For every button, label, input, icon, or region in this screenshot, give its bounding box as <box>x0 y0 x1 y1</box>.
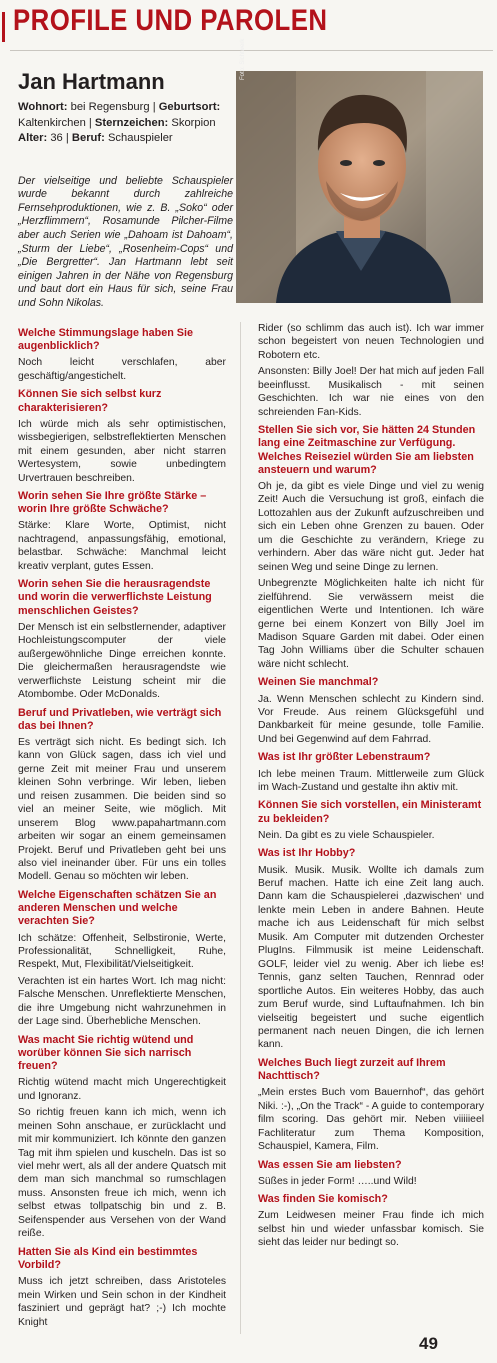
interview-column-left <box>18 322 226 1332</box>
portrait-photo <box>236 71 483 303</box>
interview-question: Was ist Ihr größter Lebenstraum? <box>258 751 431 764</box>
interview-answer: Süßes in jeder Form! …..und Wild! <box>258 1175 417 1187</box>
interview-answer: Ja. Wenn Menschen schlecht zu Kindern sind. Vor Freude. Aus reinem Glücksgefühl und Dankbarkeit für meine gesunde, tolle Familie. Und bei Gegenwind auf dem Fahrrad. <box>258 693 484 745</box>
interview-question: Können Sie sich vorstellen, ein Ministeramt zu bekleiden? <box>258 799 482 825</box>
interview-question: Welches Buch liegt zurzeit auf Ihrem Nachttisch? <box>258 1056 446 1083</box>
interview-answer: Verachten ist ein hartes Wort. Ich mag nicht: Falsche Menschen. Unreflektierte Menschen, die ihre Umgebung nicht wahrzunehmen in der Lage sind. Überhebliche Menschen. <box>18 975 226 1028</box>
interview-question: Hatten Sie als Kind ein bestimmtes Vorbild? <box>18 1245 198 1271</box>
intro-text: Der vielseitige und beliebte Schauspieler wurde bekannt durch zahlreiche Fernsehproduktionen, wie z. B. „Soko“ oder „Herzflimmern“, Rosamunde Pilcher-Filme aber auch Serien wie „Dahoam ist Dahoam“, „Sturm der Liebe“, „Rosenheim-Cops“ und „Die Bergretter“. Jan Hartmann lebt seit einigen Jahren in der Nähe von Regensburg und baut dort ein Haus für sich, seine Frau und Sohn Nikolas. <box>18 174 233 309</box>
interview-answer: Oh je, da gibt es viele Dinge und viel zu wenig Zeit! Auch die Versuchung ist groß, einfach die Lottozahlen aus der Zukunft aufzuschreiben und sich ein Leben ohne Grenzen zu bauen. Oder um die Geschichte zu verändern, Kriege zu verhindern. Aber das wäre nicht gut. Jeder hat seinen Weg und seine Dinge zu lernen. <box>258 480 484 573</box>
interview-question: Was ist Ihr Hobby? <box>258 847 356 860</box>
page-number: 49 <box>419 1334 438 1353</box>
column-divider <box>240 322 241 1334</box>
beruf-label: Beruf: <box>71 132 105 144</box>
interview-question: Weinen Sie manchmal? <box>258 676 379 689</box>
interview-answer: Zum Leidwesen meiner Frau finde ich mich selbst hin und wieder unfassbar komisch. Sie sieht das leider nur bedingt so. <box>258 1210 484 1249</box>
interview-column-right <box>258 322 484 1253</box>
page-title: PROFILE UND PAROLEN <box>13 4 328 37</box>
interview-question: Worin sehen Sie die herausragendste und worin die verwerflichste Leistung menschlichen Geistes? <box>18 578 212 617</box>
header-divider <box>10 50 493 51</box>
interview-answer: Muss ich jetzt schreiben, dass Aristoteles mein Wirken und Sein schon in der Kindheit fasziniert und geprägt hat? ;-) Ich mochte Knight <box>18 1276 226 1328</box>
interview-question: Worin sehen Sie Ihre größte Stärke – worin Ihre größte Schwäche? <box>18 489 207 516</box>
geburtsort-value: Kaltenkirchen <box>18 116 86 129</box>
interview-answer: Nein. Da gibt es zu viele Schauspieler. <box>258 829 435 841</box>
interview-answer: Es verträgt sich nicht. Es bedingt sich. Ich kann von Glück sagen, dass ich viel und gerne Zeit mit meiner Frau und unserem kleinen Sohn verbringe. Wir leben, lieben und reisen zusammen. Die beiden sind so viel an meiner Seite, wie möglich. Mit unserem Blog www.papahartmann.com arbeiten wir sogar an einem gemeinsamen Projekt. Beruf und Privatleben geht bei uns also viel ineinander über. Für uns ein tolles Modell. Genau so möchten wir leben. <box>18 736 226 883</box>
interview-answer: Der Mensch ist ein selbstlernender, adaptiver Hochleistungscomputer der viele außergewöhnliche Dinge erreichen konnte. Die gleichermaßen herausragendste wie verwerflichste Leistung scheint mir die Atombombe. Oder McDonalds. <box>18 621 226 701</box>
interview-answer: So richtig freuen kann ich mich, wenn ich meinen Sohn anschaue, er zurücklacht und mit mir kommuniziert. Ich könnte den ganzen Tag mit ihm spielen und kuscheln. Das ist so viel mehr wert, als all der andere Quatsch mit dem man sich manchmal so rumschlagen muss. Ansonsten freue ich mich, wenn ich selbst etwas tollpatschig bin und z. B. Seifenspender aus Versehen von der Wand reiße. <box>18 1107 226 1240</box>
title-accent-bar <box>2 12 5 42</box>
interview-answer: Ansonsten: Billy Joel! Der hat mich auf jeden Fall beeinflusst. Musikalisch - mit seinen Geschichten. Ich war nie eines von den schreienden Fan-Kids. <box>258 366 484 418</box>
interview-answer: Musik. Musik. Musik. Wollte ich damals zum Beruf machen. Hatte ich eine Zeit lang auch. Dann kam die Schauspielerei ‚dazwischen‘ und lenkte mein Leben in andere Bahnen. Heute mache ich aus Leidenschaft für mich selbst Musik. Am Computer mit dutzenden Orchester PlugIns. Filmmusik ist meine Leidenschaft. GOLF, leider viel zu wenig. Aber ich liebe es! Tennis, ganz selten Tauchen, Rennrad oder sportliche Autos. Ein weiteres Hobby, das auch zum Beruf wurde, sind Luftaufnahmen. Ich bin vielseitig begeistert und suche eigentlich permanent nach neuen Dingen, die ich lernen kann. <box>258 864 484 1051</box>
sternzeichen-label: Sternzeichen: <box>94 116 169 129</box>
person-name: Jan Hartmann <box>18 69 165 94</box>
interview-question: Welche Eigenschaften schätzen Sie an anderen Menschen und welche verachten Sie? <box>18 888 217 928</box>
interview-answer: Rider (so schlimm das auch ist). Ich war immer schon begeistert von neuen Technologien und Robotern etc. <box>258 323 484 361</box>
profile-facts: Wohnort: bei Regensburg | Geburtsort: Kaltenkirchen | Sternzeichen: Skorpion Alter: 36 | Beruf: Schauspieler <box>18 101 221 144</box>
interview-question: Stellen Sie sich vor, Sie hätten 24 Stunden lang eine Zeitmaschine zur Verfügung. Welches Reiseziel würden Sie am liebsten ansteuern und warum? <box>258 424 476 476</box>
interview-answer: Stärke: Klare Worte, Optimist, nicht nachtragend, anpassungsfähig, emotional, belastbar. Schwäche: Manchmal leicht kreativ verplant, gutes Essen. <box>18 520 226 572</box>
interview-question: Beruf und Privatleben, wie verträgt sich das bei Ihnen? <box>18 706 222 732</box>
interview-answer: „Mein erstes Buch vom Bauernhof“, das gehört Niki. :-), „On the Track“ - A guide to contemporary film scoring. Das gehört mir. Neben viiiiieel Fachliteratur zum Thema Komposition, Schauspiel, Kamera, Film. <box>258 1087 484 1153</box>
interview-answer: Ich würde mich als sehr optimistischen, wissbegierigen, selbstreflektierten Menschen mit einem gesunden, aber nicht starren Wertesystem, sowie unbedingtem Urvertrauen beschreiben. <box>18 418 226 484</box>
interview-question: Welche Stimmungslage haben Sie augenblicklich? <box>18 327 193 353</box>
interview-answer: Noch leicht verschlafen, aber geschäftig/angestichelt. <box>18 357 226 382</box>
alter-label: Alter: <box>18 132 48 144</box>
sternzeichen-value: Skorpion <box>171 116 216 129</box>
interview-answer: Ich schätze: Offenheit, Selbstironie, Werte, Professionalität, Schnelligkeit, Ruhe, Respekt, Mut, Flexibilität/Vielseitigkeit. <box>18 932 226 971</box>
interview-answer: Ich lebe meinen Traum. Mittlerweile zum Glück im Wach-Zustand und gestalte ihn aktiv mit. <box>258 768 484 793</box>
interview-answer: Unbegrenzte Möglichkeiten halte ich nicht für zielführend. Sie verwässern meist die eigentlichen Werte und Intentionen. Ich wäre gerne bei einem Konzert von Billy Joel im Madison Square Garden mit dabei. Oder einen Tag John Williams über die Schulter schauen wäre nicht schlecht. <box>258 578 484 670</box>
beruf-value: Schauspieler <box>107 132 173 144</box>
interview-question: Was finden Sie komisch? <box>258 1193 388 1206</box>
interview-answer: Richtig wütend macht mich Ungerechtigkeit und Ignoranz. <box>18 1077 226 1102</box>
wohnort-label: Wohnort: <box>18 101 68 113</box>
portrait-illustration <box>236 71 483 303</box>
interview-question: Können Sie sich selbst kurz charakterisieren? <box>18 388 162 414</box>
interview-question: Was macht Sie richtig wütend und worüber können Sie sich narrisch freuen? <box>18 1033 194 1073</box>
interview-question: Was essen Sie am liebsten? <box>258 1158 402 1171</box>
alter-value: 36 <box>50 132 63 144</box>
geburtsort-label: Geburtsort: <box>158 101 221 113</box>
photo-credit: Foto: Sichtwerk <box>240 38 246 80</box>
wohnort-value: bei Regensburg <box>70 101 150 113</box>
